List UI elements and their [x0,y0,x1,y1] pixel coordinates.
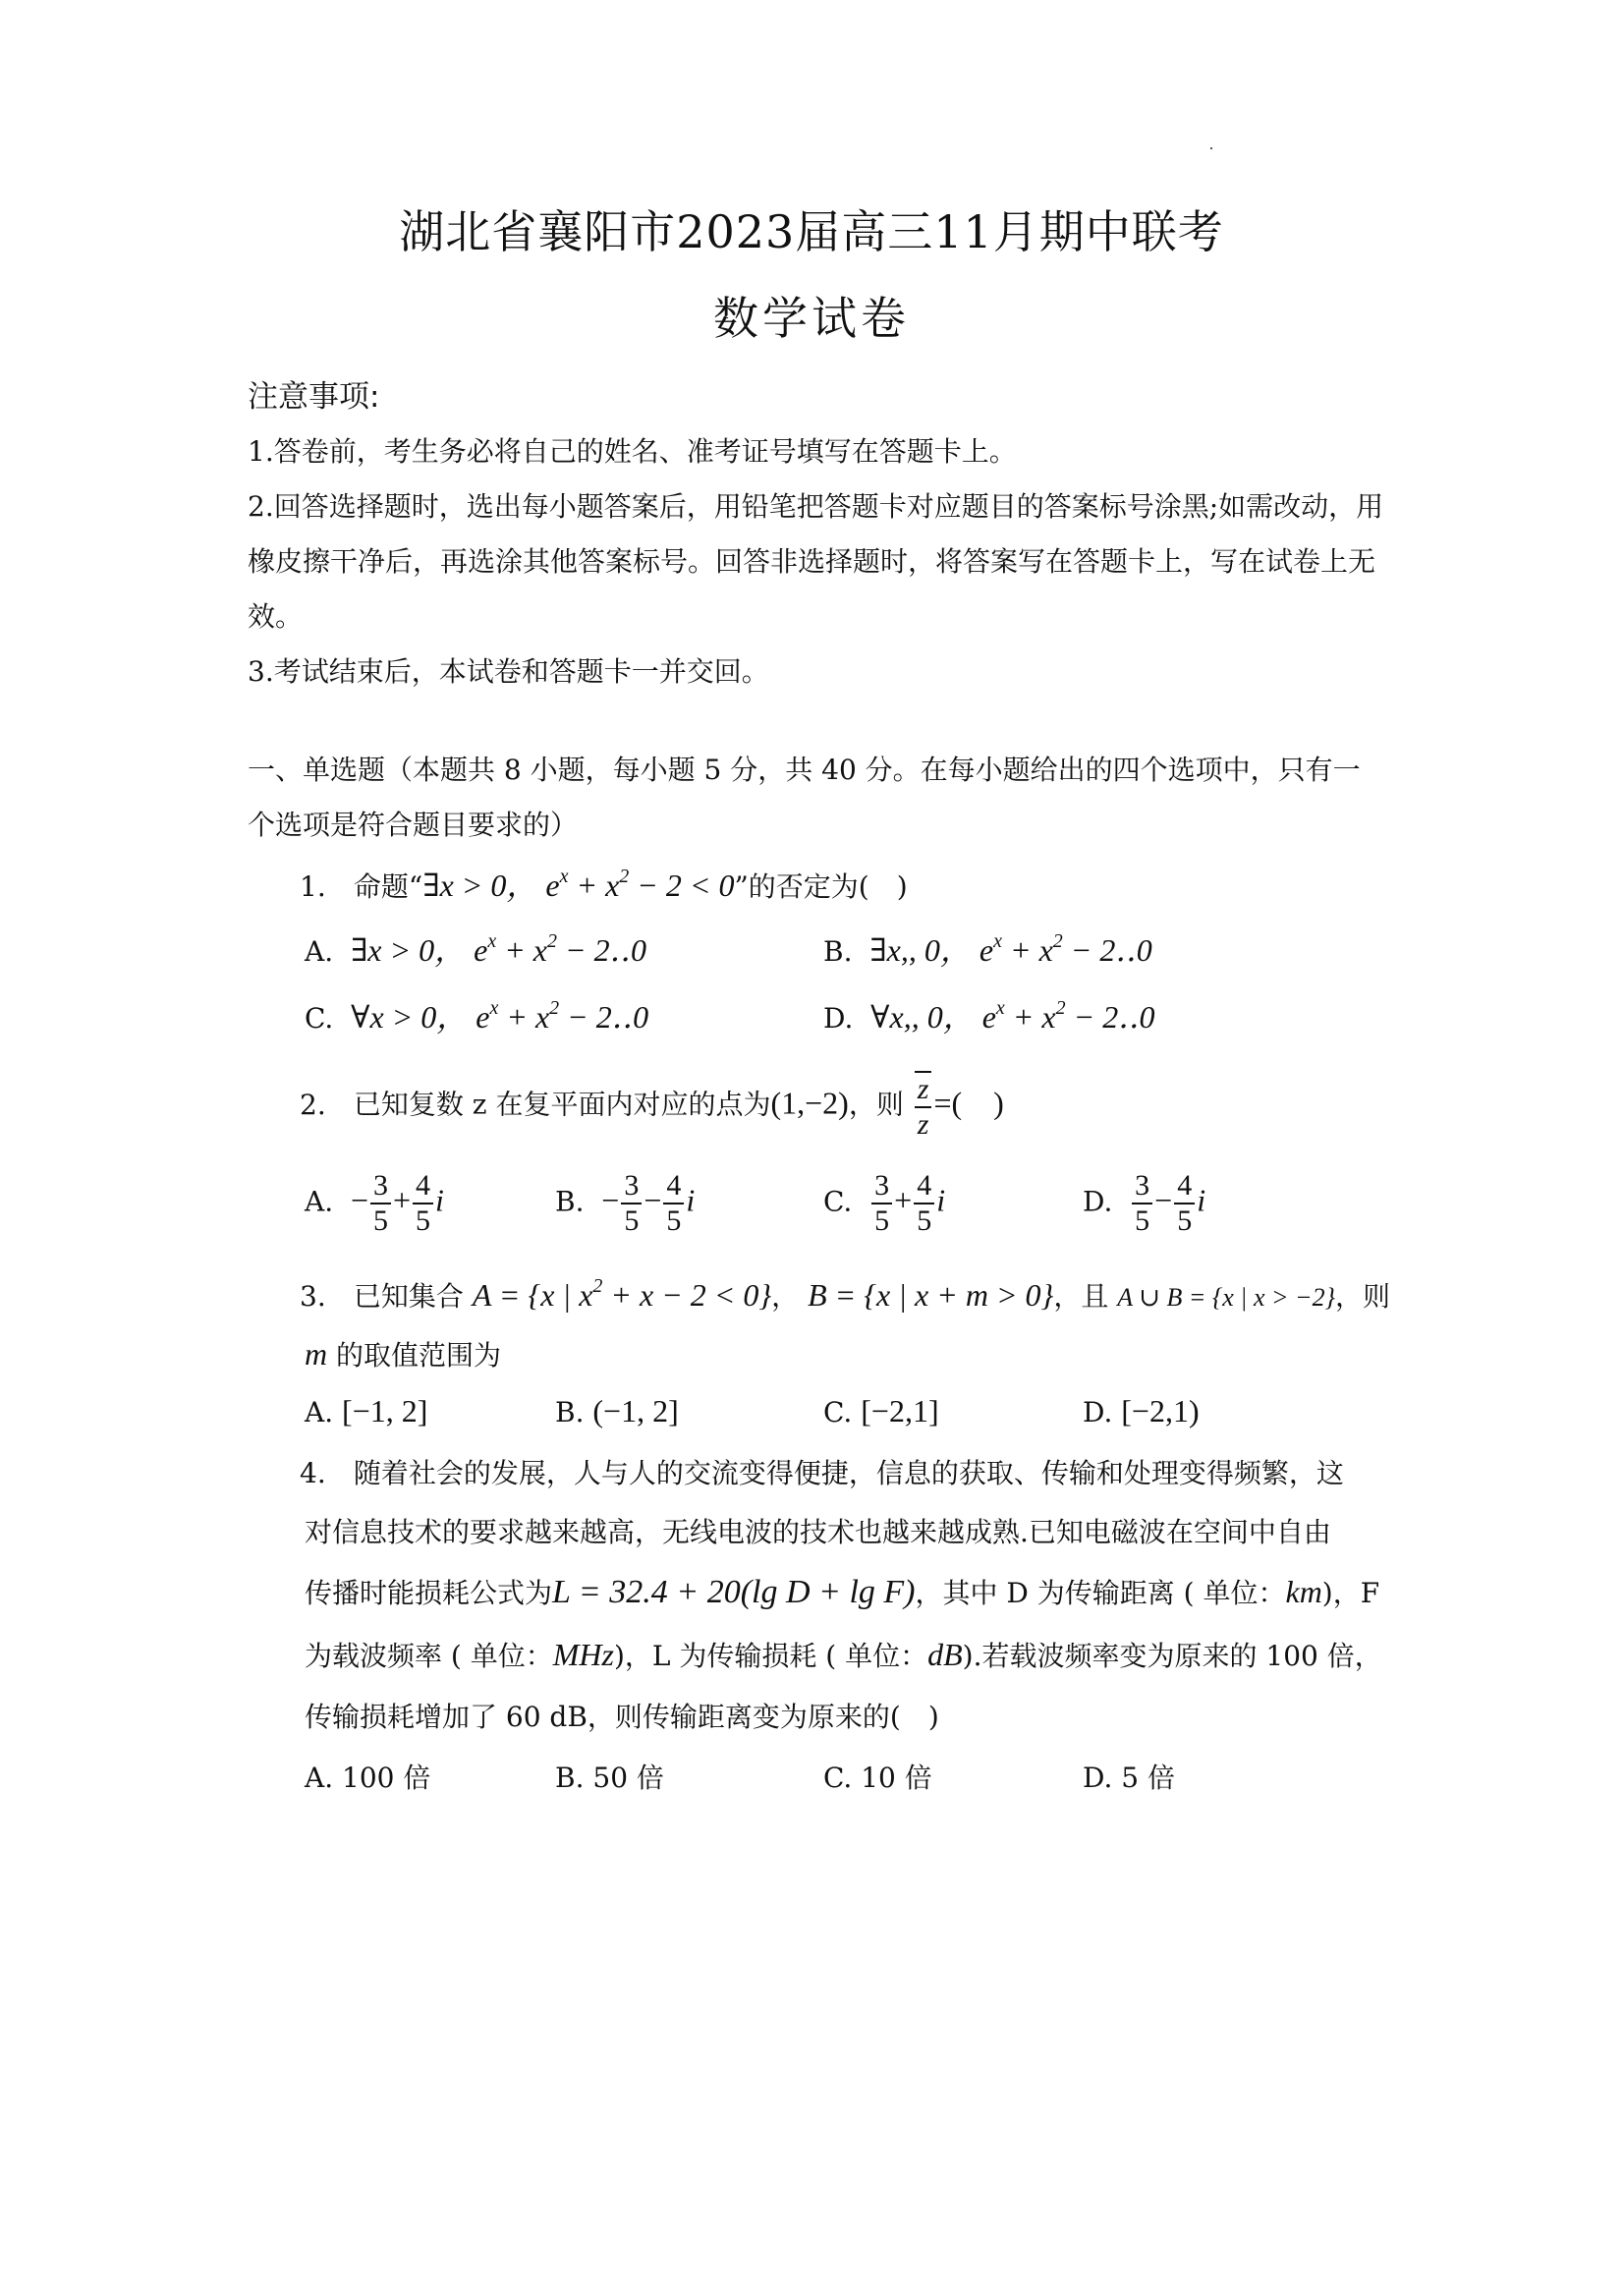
question-1 [300,861,908,906]
math-point: (1,−2) [770,1085,849,1121]
math-formula: L = 32.4 + 20(lg D + lg F) [552,1574,916,1610]
question-number: 2. [300,1088,326,1121]
notice-item-2: 2.回答选择题时，选出每小题答案后，用铅笔把答题卡对应题目的答案标号涂黑;如需改动，用橡皮擦干净后，再选涂其他答案标号。回答非选择题时，将答案写在答题卡上，写在试卷上无效。 [248,490,1384,633]
section-heading: 一、单选题（本题共 8 小题，每小题 5 分，共 40 分。在每小题给出的四个选项中，只有一 [248,754,1361,786]
exam-title: 湖北省襄阳市2023届高三11月期中联考 [399,205,1224,258]
q2-option-b: B. − $\frac{3}{5}$ − $\frac{4}{5}$ i [555,1169,696,1237]
math-set-a: A = {x | $x^2 + x - 2 < 0$} [472,1275,772,1313]
math-expr: ∃x > 0， $e^x + x^2 - 2 < 0$ [422,866,735,903]
scan-dot [1210,147,1212,149]
question-3-cont: m 的取值范围为 [305,1336,502,1372]
question-text: ”的否定为( ) [734,870,908,903]
question-text: 已知复数 z 在复平面内对应的点为 [353,1088,771,1121]
q4-option-b: B. 50 倍 [555,1762,664,1794]
q4-option-a: A. 100 倍 [305,1762,431,1794]
q3-option-b: B. (−1, 2] [555,1393,679,1428]
fraction: $\frac{z}{z}$ [915,1071,932,1142]
q3-option-a: A. [−1, 2] [305,1393,428,1428]
question-text: 命题“ [353,870,423,903]
question-4-line-2: 对信息技术的要求越来越高，无线电波的技术也越来越成熟.已知电磁波在空间中自由 [305,1516,1331,1548]
notice-heading: 注意事项: [248,379,380,415]
question-number: 4. [300,1457,326,1489]
q3-option-d: D. [−2,1) [1083,1393,1200,1428]
question-number: 3. [300,1280,326,1313]
q1-option-d: D. ∀x,, 0， $e^x + x^2$ − 2‥0 [823,997,1155,1035]
question-3: 3. 已知集合 A = {x | $x^2 + x - 2 < 0$}， B = {x | x + m > 0}，且 A ∪ B = {x | x > −2}，则 [300,1275,1391,1313]
q3-option-c: C. [−2,1] [823,1393,939,1428]
q1-option-c: C. ∀x > 0， $e^x + x^2$ − 2‥0 [305,997,649,1035]
question-4-line-3: 传播时能损耗公式为L = 32.4 + 20(lg D + lg F)，其中 D 为传输距离 ( 单位：km)，F [305,1574,1380,1610]
q4-option-c: C. 10 倍 [823,1762,932,1794]
question-2: 2. 已知复数 z 在复平面内对应的点为(1,−2)，则 $\frac{z}{z}$ =( ) [300,1073,1004,1141]
q2-option-c: C. $\frac{3}{5}$ + $\frac{4}{5}$ i [823,1169,946,1237]
q2-option-a: A. − $\frac{3}{5}$ + $\frac{4}{5}$ i [305,1169,444,1237]
notice-item-1: 1.答卷前，考生务必将自己的姓名、准考证号填写在答题卡上。 [248,435,1017,468]
q2-option-d: D. $\frac{3}{5}$ − $\frac{4}{5}$ i [1083,1169,1206,1237]
question-4-line-4: 为载波频率 ( 单位：MHz)，L 为传输损耗 ( 单位：dB).若载波频率变为原来的 100 倍， [305,1637,1382,1672]
question-4: 4. 随着社会的发展，人与人的交流变得便捷，信息的获取、传输和处理变得频繁，这 [300,1457,1344,1489]
q1-option-b: B. ∃x,, 0， $e^x + x^2$ − 2‥0 [823,930,1152,968]
q4-option-d: D. 5 倍 [1083,1762,1175,1794]
exam-subtitle: 数学试卷 [713,292,910,345]
math-set-b: B = {x | x + m > 0} [808,1277,1054,1313]
math-union: A ∪ B = {x | x > −2} [1117,1283,1335,1312]
notice-item-3: 3.考试结束后，本试卷和答题卡一并交回。 [248,655,769,688]
q1-option-a: A. ∃x > 0， $e^x + x^2$ − 2‥0 [305,930,646,968]
question-number: 1. [300,870,326,903]
question-4-line-5: 传输损耗增加了 60 dB，则传输距离变为原来的( ) [305,1701,939,1733]
section-heading-cont: 个选项是符合题目要求的） [248,809,579,841]
